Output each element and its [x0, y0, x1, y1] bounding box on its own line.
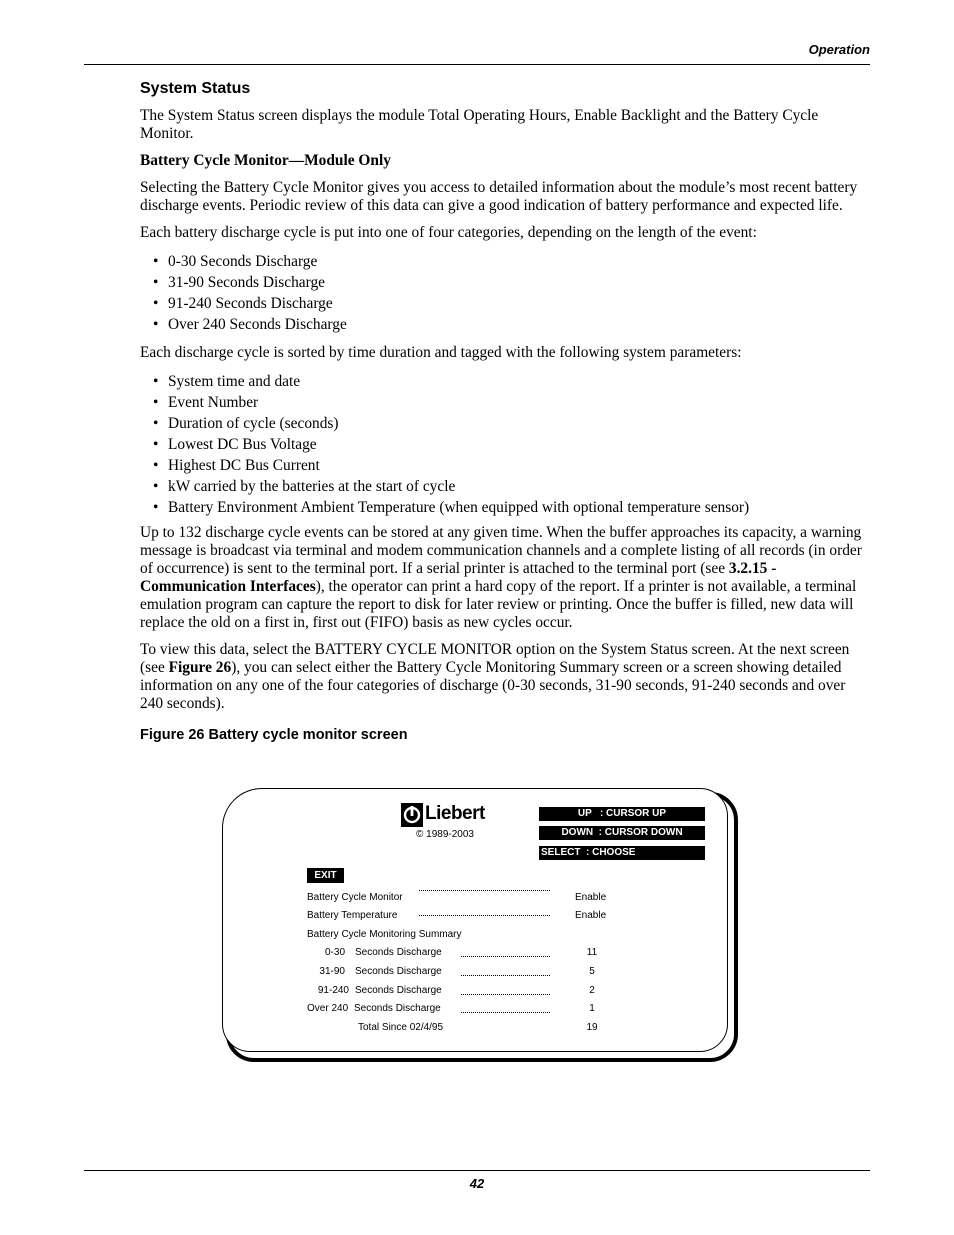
summary-label[interactable]: Seconds Discharge	[355, 947, 442, 958]
battery-temperature-value[interactable]: Enable	[575, 910, 607, 921]
leader-dots	[461, 956, 550, 957]
screen-frame	[222, 788, 728, 1052]
list-item: • Highest DC Bus Current	[153, 457, 320, 474]
key-up: UP : CURSOR UP	[539, 807, 705, 821]
paragraph-1: Selecting the Battery Cycle Monitor gives you access to detailed information about the module’s most recent battery discharge events. Periodic review of this data can give a good indication of battery performance and expected life.	[140, 179, 858, 214]
leader-dots	[461, 994, 550, 995]
main-content	[140, 80, 870, 744]
copyright: © 1989-2003	[416, 829, 474, 840]
footer-rule	[84, 1170, 870, 1171]
list-item: • Duration of cycle (seconds)	[153, 415, 339, 432]
total-value: 19	[586, 1022, 598, 1033]
paragraph-5: To view this data, select the BATTERY CYCLE MONITOR option on the System Status screen. At the next screen (see Figure 26), you can select either the Battery Cycle Monitoring Summary screen or a screen showing detailed information on any one of the four categories of discharge (0-30 seconds, 31-90 seconds, 91-240 seconds and over 240 seconds).	[140, 641, 850, 712]
intro-paragraph: The System Status screen displays the module Total Operating Hours, Enable Backlight and the Battery Cycle Monitor.	[140, 107, 819, 142]
figure-caption: Figure 26 Battery cycle monitor screen	[140, 727, 408, 743]
paragraph-4: Up to 132 discharge cycle events can be stored at any given time. When the buffer approaches its capacity, a warning message is broadcast via terminal and modem communication channels and a complete listing of all records (in order of occurrence) is sent to the terminal port. If a serial printer is attached to the terminal port (see 3.2.15 - Communication Interfaces), the operator can print a hard copy of the report. If a printer is not available, a terminal emulation program can capture the report to disk for later review or printing. Once the buffer is filled, new data will replace the old on a first in, first out (FIFO) basis as new cycles occur.	[140, 524, 862, 631]
list-item: • Battery Environment Ambient Temperature (when equipped with optional temperature sensor)	[153, 499, 750, 516]
bullet-icon: •	[153, 274, 159, 291]
summary-title[interactable]: Battery Cycle Monitoring Summary	[307, 929, 462, 940]
header-section-title: Operation	[808, 42, 870, 57]
section-title: System Status	[140, 80, 251, 97]
summary-value: 1	[589, 1003, 595, 1014]
figure-reference-link[interactable]: Figure 26	[168, 659, 232, 676]
parameter-list	[140, 371, 870, 518]
summary-value: 11	[586, 947, 598, 958]
list-item: • kW carried by the batteries at the start of cycle	[153, 478, 456, 495]
bullet-icon: •	[153, 295, 159, 312]
list-item: • 31-90 Seconds Discharge	[153, 274, 326, 291]
page-number: 42	[469, 1176, 485, 1191]
list-item: • 0-30 Seconds Discharge	[153, 253, 318, 270]
battery-monitor-screen-figure	[222, 788, 732, 1056]
bullet-icon: •	[153, 394, 159, 411]
paragraph-3: Each discharge cycle is sorted by time duration and tagged with the following system parameters:	[140, 344, 742, 361]
exit-button[interactable]: EXIT	[307, 868, 344, 883]
summary-label[interactable]: Seconds Discharge	[354, 1003, 441, 1014]
logo-wordmark: Liebert	[425, 803, 485, 824]
bullet-icon: •	[153, 457, 159, 474]
list-item: • Lowest DC Bus Voltage	[153, 436, 317, 453]
summary-value: 2	[589, 985, 595, 996]
summary-range: 91-240	[317, 985, 349, 996]
section-reference-link[interactable]: 3.2.15 - Communication Interfaces	[140, 560, 777, 595]
leader-dots	[461, 975, 550, 976]
bullet-icon: •	[153, 415, 159, 432]
battery-cycle-monitor-value[interactable]: Enable	[575, 892, 607, 903]
bullet-icon: •	[153, 253, 159, 270]
key-select: SELECT : CHOOSE	[539, 846, 705, 860]
summary-range: 31-90	[319, 966, 345, 977]
leader-dots	[461, 1012, 550, 1013]
bullet-icon: •	[153, 436, 159, 453]
leader-dots	[419, 890, 550, 891]
summary-label[interactable]: Seconds Discharge	[355, 966, 442, 977]
subheading: Battery Cycle Monitor—Module Only	[140, 152, 391, 169]
list-item: • 91-240 Seconds Discharge	[153, 295, 333, 312]
list-item: • Event Number	[153, 394, 259, 411]
battery-temperature-label: Battery Temperature	[307, 910, 398, 921]
summary-value: 5	[589, 966, 595, 977]
bullet-icon: •	[153, 499, 159, 516]
total-label: Total Since 02/4/95	[358, 1022, 444, 1033]
battery-cycle-monitor-label: Battery Cycle Monitor	[307, 892, 403, 903]
bullet-icon: •	[153, 373, 159, 390]
header-rule	[84, 64, 870, 65]
summary-range: 0-30	[324, 947, 345, 958]
paragraph-2: Each battery discharge cycle is put into one of four categories, depending on the length of the event:	[140, 224, 757, 241]
running-header	[84, 42, 870, 57]
list-item: • System time and date	[153, 373, 301, 390]
bullet-icon: •	[153, 478, 159, 495]
liebert-logo-icon	[401, 803, 423, 827]
summary-range: Over 240	[307, 1003, 349, 1014]
list-item: • Over 240 Seconds Discharge	[153, 316, 347, 333]
key-down: DOWN : CURSOR DOWN	[539, 826, 705, 840]
summary-label[interactable]: Seconds Discharge	[355, 985, 442, 996]
bullet-icon: •	[153, 316, 159, 333]
leader-dots	[419, 915, 550, 916]
category-list	[140, 251, 870, 335]
